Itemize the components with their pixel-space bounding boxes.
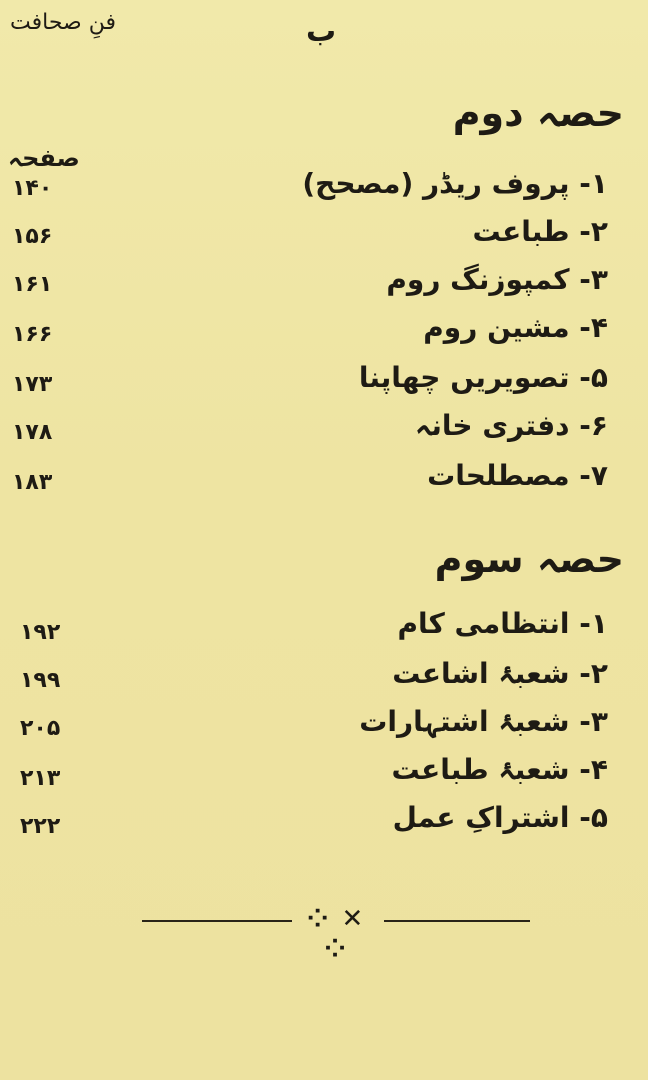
page-mark: ب <box>306 14 337 49</box>
toc-entry: ۴- مشین روم <box>423 311 608 344</box>
toc-entry: ۱- پروف ریڈر (مصحح) <box>302 167 608 200</box>
toc-entry: ۲- طباعت <box>472 215 608 248</box>
toc-entry: ۴- شعبۂ طباعت <box>391 753 608 786</box>
ornament-rule-left <box>142 920 292 922</box>
page-column-header: صفحہ <box>8 144 80 172</box>
toc-page-number: ۱۸۳ <box>12 470 53 495</box>
toc-page-number: ۱۴۰ <box>12 176 53 201</box>
toc-entry: ۲- شعبۂ اشاعت <box>392 657 608 690</box>
toc-entry: ۳- شعبۂ اشتہارات <box>359 705 608 738</box>
ornament-divider <box>142 900 530 964</box>
toc-page-number: ۲۲۲ <box>20 814 61 839</box>
toc-page-number: ۱۶۶ <box>12 322 53 347</box>
toc-entry: ۷- مصطلحات <box>427 459 608 492</box>
toc-page-number: ۱۷۸ <box>12 420 53 445</box>
toc-page-number: ۲۰۵ <box>20 716 61 741</box>
toc-page-number: ۱۷۳ <box>12 372 53 397</box>
ornament-rule-right <box>384 920 530 922</box>
toc-entry: ۵- اشتراکِ عمل <box>392 801 608 834</box>
toc-entry: ۶- دفتری خانہ <box>414 409 608 442</box>
toc-entry: ۵- تصویریں چھاپنا <box>358 361 608 394</box>
toc-page-number: ۱۵۶ <box>12 224 53 249</box>
toc-page-number: ۲۱۳ <box>20 766 61 791</box>
toc-page-number: ۱۹۲ <box>20 620 61 645</box>
toc-page-number: ۱۹۹ <box>20 668 61 693</box>
running-head: فنِ صحافت <box>10 10 116 35</box>
toc-entry: ۳- کمپوزنگ روم <box>386 263 608 296</box>
ornament-glyph: ⁘ ✕ ⁘ <box>306 904 366 964</box>
toc-page-number: ۱۶۱ <box>12 272 53 297</box>
section-title-part-two: حصہ دوم <box>452 91 624 135</box>
section-title-part-three: حصہ سوم <box>434 537 624 581</box>
toc-entry: ۱- انتظامی کام <box>397 607 608 640</box>
